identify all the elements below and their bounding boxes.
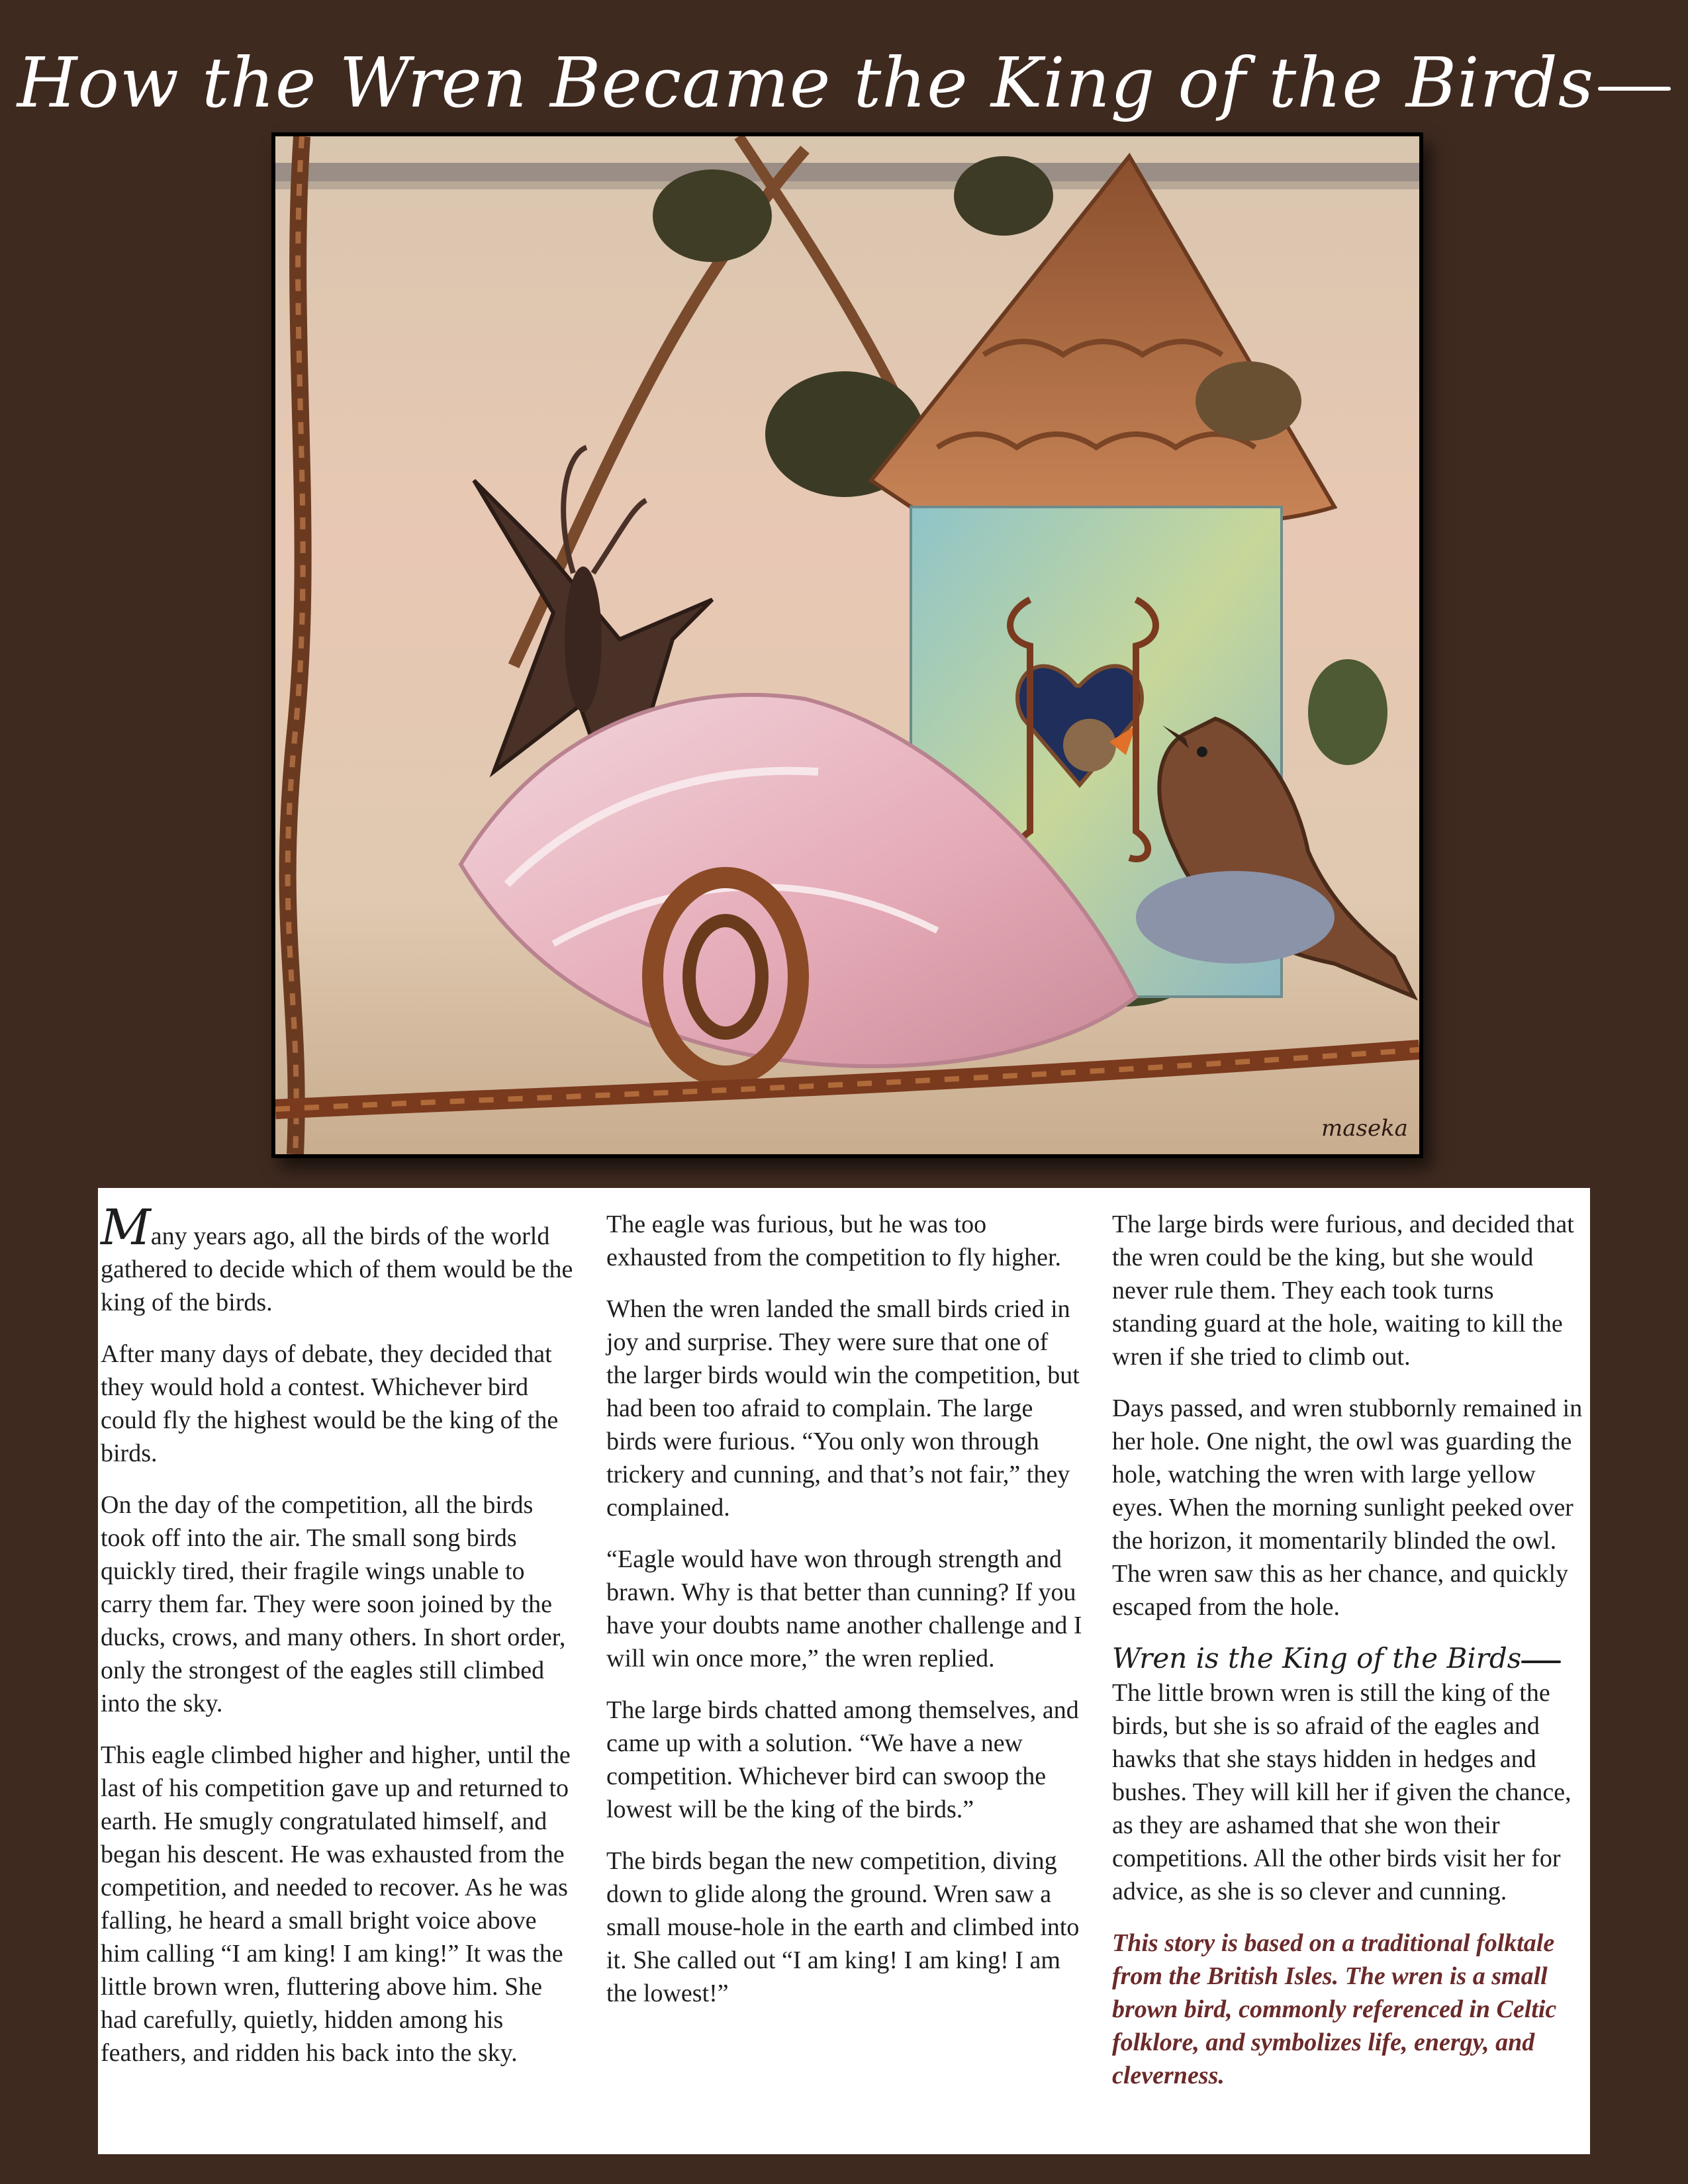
page-title: How the Wren Became the King of the Birds [0, 26, 1688, 139]
story-column-2 [606, 1208, 1083, 2028]
painting-signature: maseka [1321, 1115, 1408, 1142]
painting-roof-butterfly [1196, 361, 1301, 441]
title-swash [1598, 87, 1671, 91]
story-paragraph: This eagle climbed higher and higher, until the last of his competition gave up and returned to earth. He smugly congratulated himself, and began his descent. He was exhausted from the competition, and needed to recover. As he was falling, he heard a small bright voice above him calling “I am king! I am king!” It was the little brown wren, fluttering above him. She had carefully, quietly, hidden among his feathers, and ridden his back into the sky. [101, 1741, 571, 2067]
story-paragraph: After many days of debate, they decided that they would hold a contest. Whichever bird could fly the highest would be the king of the birds. [101, 1340, 559, 1467]
painting-frame [271, 132, 1423, 1158]
painting-leaf [954, 156, 1053, 236]
story-column-1 [101, 1199, 577, 2088]
section-subhead: Wren is the King of the Birds [1112, 1642, 1522, 1674]
painting-nest [1136, 871, 1335, 964]
story-paragraph: “Eagle would have won through strength and brawn. Why is that better than cunning? If you have your doubts name another challenge and I will win once more,” the wren replied. [606, 1545, 1082, 1672]
story-paragraph: Many years ago, all the birds of the world gathered to decide which of them would be the king of the birds. [101, 1199, 573, 1316]
painting-leaf [653, 169, 772, 262]
story-panel [98, 1188, 1590, 2154]
story-paragraph: The birds began the new competition, diving down to glide along the ground. Wren saw a small mouse-hole in the earth and climbed into it. She called out “I am king! I am king! I am the lowest!” [606, 1847, 1080, 2007]
source-note: This story is based on a traditional folktale from the British Isles. The wren is a small brown bird, commonly referenced in Celtic folklore, and symbolizes life, energy, and cleverness. [1112, 1929, 1557, 2089]
story-column-3 [1112, 1208, 1583, 2111]
painting-ledge-shadow [275, 181, 1419, 189]
drop-cap: M [101, 1199, 151, 1256]
story-paragraph: Wren is the King of the BirdsThe little brown wren is still the king of the birds, but she is so afraid of the eagles and hawks that she stays hidden in hedges and bushes. They will kill her if given the chance, as they are ashamed that she won their competitions. All the other birds visit her for advice, as she is so clever and cunning. [1112, 1642, 1571, 1905]
painting-top-ledge [275, 163, 1419, 181]
story-paragraph: The eagle was furious, but he was too exhausted from the competition to fly higher. [606, 1210, 1062, 1271]
painting-baby-bird [1063, 719, 1116, 772]
story-paragraph: When the wren landed the small birds cried in joy and surprise. They were sure that one of the larger birds would win the competition, but had been too afraid to complain. The large birds were furious. “You only won through trickery and cunning, and that’s not fair,” they complained. [606, 1295, 1080, 1522]
story-paragraph: On the day of the competition, all the birds took off into the air. The small song birds quickly tired, their fragile wings unable to carry them far. They were soon joined by the ducks, crows, and many others. In short order, only the strongest of the eagles still climbed into the sky. [101, 1491, 566, 1717]
painting-leaf [1308, 659, 1387, 765]
painting [275, 136, 1419, 1154]
story-paragraph: Days passed, and wren stubbornly remained in her hole. One night, the owl was guarding the hole, watching the wren with large yellow eyes. When the morning sunlight peeked over the horizon, it momentarily blinded the owl. The wren saw this as her chance, and quickly escaped from the hole. [1112, 1394, 1583, 1621]
story-paragraph: The large birds chatted among themselves, and came up with a solution. “We have a new competition. Whichever bird can swoop the lowest will be the king of the birds.” [606, 1696, 1079, 1823]
story-paragraph: The large birds were furious, and decided that the wren could be the king, but she would never rule them. They each took turns standing guard at the hole, waiting to kill the wren if she tried to climb out. [1112, 1210, 1574, 1371]
subhead-swash [1521, 1661, 1561, 1663]
